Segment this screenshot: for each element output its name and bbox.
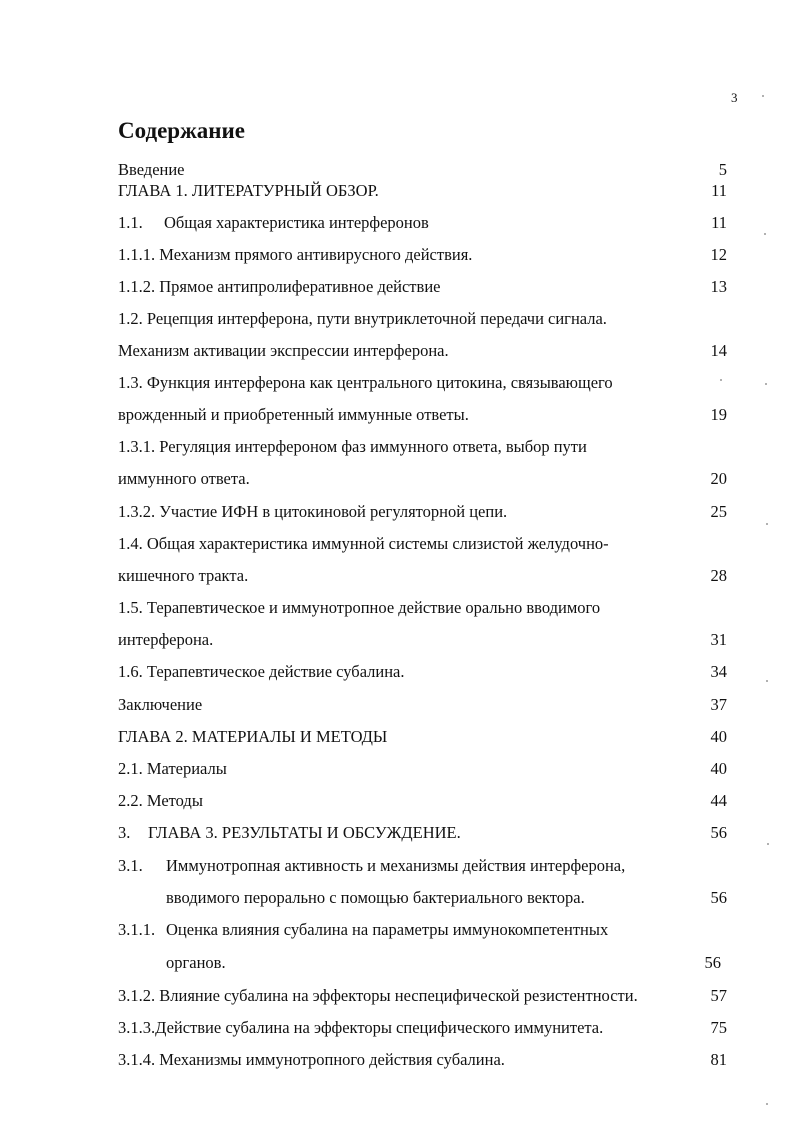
toc-entry-text: Общая характеристика интерферонов <box>164 213 429 232</box>
toc-entry-page: 37 <box>710 695 727 714</box>
toc-entry-page: 11 <box>711 213 727 232</box>
toc-entry-page: 14 <box>710 341 727 360</box>
toc-entry-text: 1.1.1. Механизм прямого антивирусного действия. <box>118 245 473 264</box>
toc-entry-text: 1.5. Терапевтическое и иммунотропное действие орально вводимого <box>118 598 601 617</box>
scan-speck <box>762 95 764 97</box>
toc-entry-continuation: Механизм активации экспрессии интерферона. <box>118 341 449 360</box>
scan-speck <box>766 1103 768 1105</box>
toc-entry-number: 1.1. <box>118 213 143 232</box>
toc-entry-text: 2.2. Методы <box>118 791 203 810</box>
toc-entry-page: 56 <box>704 953 721 972</box>
toc-entry-text: ГЛАВА 2. МАТЕРИАЛЫ И МЕТОДЫ <box>118 727 388 746</box>
toc-entry-continuation: иммунного ответа. <box>118 469 250 488</box>
toc-entry-page: 5 <box>718 160 727 179</box>
toc-entry-page: 19 <box>710 405 727 424</box>
scan-speck <box>766 523 768 525</box>
toc-entry-text: 1.6. Терапевтическое действие субалина. <box>118 662 405 681</box>
toc-entry-text: 1.1.2. Прямое антипролиферативное действие <box>118 277 441 296</box>
toc-entry-text: 3.1.4. Механизмы иммунотропного действия субалина. <box>118 1050 505 1069</box>
scan-speck <box>766 680 768 682</box>
toc-entry-number: 3. <box>118 823 131 842</box>
scan-speck <box>720 379 722 381</box>
toc-entry-text: 3.1.3.Действие субалина на эффекторы специфического иммунитета. <box>118 1018 604 1037</box>
toc-entry-continuation: вводимого перорально с помощью бактериального вектора. <box>166 888 585 907</box>
toc-entry-text: Иммунотропная активность и механизмы действия интерферона, <box>166 856 626 875</box>
scan-speck <box>765 383 767 385</box>
toc-entry-continuation: интерферона. <box>118 630 214 649</box>
toc-entry-page: 25 <box>710 502 727 521</box>
toc-entry-text: Оценка влияния субалина на параметры иммунокомпетентных <box>166 920 609 939</box>
toc-entry-page: 31 <box>710 630 727 649</box>
toc-entry-text: 1.3. Функция интерферона как центрального цитокина, связывающего <box>118 373 613 392</box>
toc-entry-text: 3.1.2. Влияние субалина на эффекторы неспецифической резистентности. <box>118 986 638 1005</box>
toc-entry-continuation: органов. <box>166 953 226 972</box>
toc-entry-page: 12 <box>710 245 727 264</box>
toc-entry-page: 13 <box>710 277 727 296</box>
toc-entry-page: 40 <box>710 727 727 746</box>
toc-entry-continuation: врожденный и приобретенный иммунные ответы. <box>118 405 469 424</box>
toc-entry-text: 2.1. Материалы <box>118 759 227 778</box>
toc-entry-page: 75 <box>710 1018 727 1037</box>
toc-entry-page: 28 <box>710 566 727 585</box>
toc-entry-page: 34 <box>710 662 727 681</box>
toc-entry-text: ГЛАВА 3. РЕЗУЛЬТАТЫ И ОБСУЖДЕНИЕ. <box>148 823 461 842</box>
toc-title: Содержание <box>118 118 245 143</box>
toc-entry-page: 44 <box>710 791 727 810</box>
toc-entry-text: ГЛАВА 1. ЛИТЕРАТУРНЫЙ ОБЗОР. <box>118 181 379 200</box>
toc-entry-page: 11 <box>711 181 727 200</box>
toc-entry-page: 40 <box>710 759 727 778</box>
toc-entry-text: 1.3.1. Регуляция интерфероном фаз иммунного ответа, выбор пути <box>118 437 587 456</box>
toc-entry-page: 20 <box>710 469 727 488</box>
toc-entry-page: 56 <box>710 888 727 907</box>
toc-entry-page: 56 <box>710 823 727 842</box>
scan-speck <box>764 233 766 235</box>
toc-entry-text: 1.3.2. Участие ИФН в цитокиновой регуляторной цепи. <box>118 502 508 521</box>
toc-entry-number: 3.1.1. <box>118 920 156 939</box>
toc-entry-text: Введение <box>118 160 185 179</box>
toc-entry-text: Заключение <box>118 695 203 714</box>
scan-speck <box>767 843 769 845</box>
toc-entry-number: 3.1. <box>118 856 143 875</box>
toc-entry-page: 81 <box>710 1050 727 1069</box>
toc-entry-text: 1.2. Рецепция интерферона, пути внутриклеточной передачи сигнала. <box>118 309 607 328</box>
toc-entry-continuation: кишечного тракта. <box>118 566 249 585</box>
toc-entry-text: 1.4. Общая характеристика иммунной системы слизистой желудочно- <box>118 534 609 553</box>
page-number: 3 <box>731 90 738 105</box>
toc-entry-page: 57 <box>710 986 727 1005</box>
